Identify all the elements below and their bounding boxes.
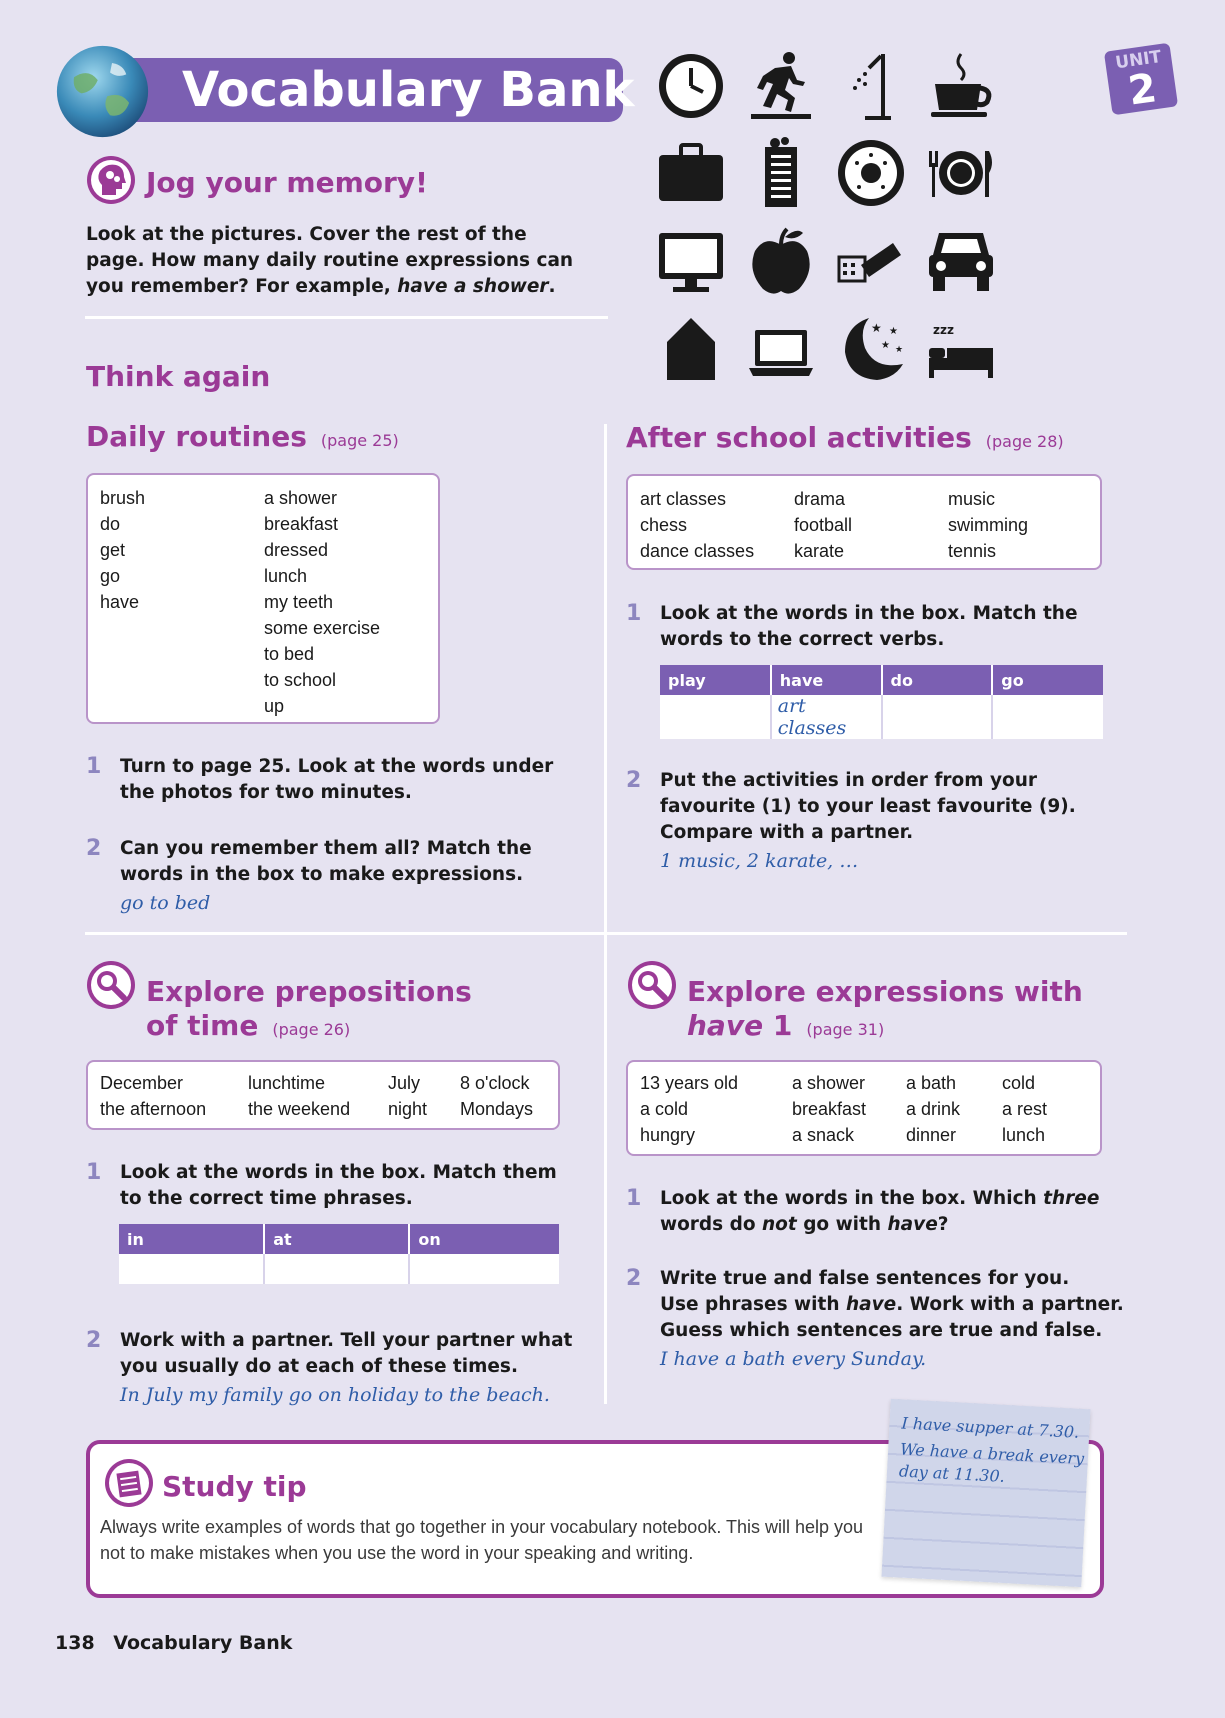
head-gears-icon xyxy=(86,155,136,205)
word: have xyxy=(100,592,140,612)
example-answer: In July my family go on holiday to the beach. xyxy=(120,1384,550,1406)
table-header: do xyxy=(882,665,993,695)
have-word-box xyxy=(626,1060,1102,1156)
word: drama xyxy=(794,489,846,509)
daily-routines-title xyxy=(86,420,399,453)
question-number: 1 xyxy=(626,601,642,626)
monitor-icon xyxy=(655,225,727,297)
note-line: We have a break every xyxy=(899,1439,1085,1469)
sleeping-icon xyxy=(925,312,997,384)
table-header: at xyxy=(264,1224,409,1254)
unit-badge xyxy=(1104,43,1178,116)
svg-text:zzz: zzz xyxy=(933,323,954,337)
word: lunchtime xyxy=(248,1073,326,1093)
question-number: 2 xyxy=(86,1328,102,1353)
notepad-icon xyxy=(104,1458,154,1508)
daily-routines-q2 xyxy=(86,836,586,914)
answer-cell[interactable] xyxy=(119,1254,264,1284)
table-header: go xyxy=(992,665,1103,695)
study-tip-title: Study tip xyxy=(162,1470,307,1503)
question-number: 1 xyxy=(86,1160,102,1185)
answer-cell[interactable] xyxy=(409,1254,559,1284)
moon-stars-icon xyxy=(835,312,907,384)
question-text: Look at the words in the box. Match the words to the correct verbs. xyxy=(660,603,1078,650)
word: December xyxy=(100,1073,184,1093)
unit-label: UNIT xyxy=(1114,47,1163,74)
question-text: Look at the words in the box. Match them to the correct time phrases. xyxy=(120,1162,557,1209)
word: the afternoon xyxy=(100,1099,207,1119)
word: football xyxy=(794,515,853,535)
word: lunch xyxy=(264,566,308,586)
word: the weekend xyxy=(248,1099,351,1119)
example-answer: 1 music, 2 karate, … xyxy=(660,850,859,872)
prepositions-word-box xyxy=(86,1060,560,1130)
jog-example-phrase: have a shower xyxy=(397,276,549,297)
table-header: on xyxy=(409,1224,559,1254)
have-expressions-title xyxy=(687,975,1083,1047)
magnifier-icon xyxy=(627,960,677,1010)
word: a bath xyxy=(906,1073,957,1093)
word: music xyxy=(948,489,996,509)
word: a drink xyxy=(906,1099,961,1119)
svg-text:★: ★ xyxy=(871,321,882,335)
question-number: 1 xyxy=(86,754,102,779)
globe-icon xyxy=(55,44,150,139)
daily-routines-heading: Daily routines xyxy=(86,420,307,453)
word: some exercise xyxy=(264,618,381,638)
page-number: 138 xyxy=(55,1632,95,1654)
magnifier-icon xyxy=(86,960,136,1010)
question-text xyxy=(660,1266,1126,1344)
prepositions-title xyxy=(146,975,472,1047)
word: dinner xyxy=(906,1125,957,1145)
text-fragment: Write true and false sentences for you. xyxy=(660,1268,1070,1289)
table-header: in xyxy=(119,1224,264,1254)
question-text: Work with a partner. Tell your partner what you usually do at each of these times. xyxy=(120,1330,573,1377)
word: karate xyxy=(794,541,845,561)
column-divider xyxy=(604,424,607,1404)
jog-instruction xyxy=(86,222,586,300)
have-q1 xyxy=(626,1186,1106,1238)
word: Mondays xyxy=(460,1099,534,1119)
footer xyxy=(55,1632,292,1654)
question-text: Can you remember them all? Match the words in the box to make expressions. xyxy=(120,838,532,885)
study-tip-text: Always write examples of words that go together in your vocabulary notebook. This will help you not to make mistakes when you use the word in your speaking and writing. xyxy=(100,1517,864,1563)
prepositions-heading-line1: Explore prepositions xyxy=(146,975,472,1008)
word: a rest xyxy=(1002,1099,1048,1119)
answer-cell[interactable] xyxy=(660,695,771,739)
footer-label: Vocabulary Bank xyxy=(113,1632,293,1654)
text-fragment: Guess which sentences are true and false. xyxy=(660,1320,1103,1341)
prepositions-table xyxy=(119,1224,559,1284)
text-fragment: have xyxy=(887,1214,938,1235)
page-ref: (page 28) xyxy=(985,432,1064,451)
briefcase-icon xyxy=(655,137,727,209)
building-icon xyxy=(745,137,817,209)
word: breakfast xyxy=(264,514,339,534)
after-school-q2 xyxy=(626,768,1106,872)
after-school-verb-table xyxy=(660,665,1103,739)
have-heading-line1: Explore expressions with xyxy=(687,975,1083,1008)
plate-cutlery-icon xyxy=(925,137,997,209)
word: lunch xyxy=(1002,1125,1046,1145)
text-fragment: Look at the words in the box. Which xyxy=(660,1188,1044,1209)
page-ref: (page 31) xyxy=(806,1020,885,1039)
question-number: 2 xyxy=(626,768,642,793)
text-fragment: ? xyxy=(937,1214,949,1235)
jog-example-suffix: . xyxy=(548,276,556,297)
text-fragment: not xyxy=(762,1214,797,1235)
daily-routines-word-box xyxy=(86,473,440,724)
text-fragment: Use phrases with xyxy=(660,1294,846,1315)
word: 13 years old xyxy=(640,1073,739,1093)
answer-cell[interactable] xyxy=(264,1254,409,1284)
divider xyxy=(85,316,608,319)
svg-text:★: ★ xyxy=(881,340,890,351)
jog-title: Jog your memory! xyxy=(146,166,428,199)
table-header: have xyxy=(771,665,882,695)
note-line: day at 11.30. xyxy=(898,1461,1006,1486)
table-header: play xyxy=(660,665,771,695)
have-heading-num: 1 xyxy=(763,1009,793,1042)
text-fragment: go with xyxy=(796,1214,888,1235)
note-line: I have supper at 7.30. xyxy=(901,1413,1080,1442)
jog-example-prefix: For example, xyxy=(255,276,398,297)
word: a cold xyxy=(640,1099,689,1119)
word: dance classes xyxy=(640,541,755,561)
word: a snack xyxy=(792,1125,855,1145)
word: brush xyxy=(100,488,146,508)
coffee-cup-icon xyxy=(925,50,997,122)
apple-icon xyxy=(745,225,817,297)
prepositions-heading-line2: of time xyxy=(146,1009,259,1042)
after-school-word-box xyxy=(626,474,1102,570)
question-text: Turn to page 25. Look at the words under the photos for two minutes. xyxy=(120,756,554,803)
donut-icon xyxy=(835,137,907,209)
unit-number: 2 xyxy=(1125,65,1160,115)
toothbrush-icon xyxy=(835,225,907,297)
after-school-title xyxy=(626,421,1064,454)
word: cold xyxy=(1002,1073,1036,1093)
page-ref: (page 26) xyxy=(272,1020,351,1039)
jog-instruction-text: Look at the pictures. Cover the rest of the page. How many daily routine expressions can you remember? xyxy=(86,224,574,297)
car-icon xyxy=(925,225,997,297)
word: a shower xyxy=(264,488,338,508)
question-text xyxy=(660,1186,1106,1238)
have-heading-word: have xyxy=(687,1009,764,1042)
question-number: 2 xyxy=(86,836,102,861)
word: a shower xyxy=(792,1073,866,1093)
svg-text:★: ★ xyxy=(889,326,898,337)
word: up xyxy=(264,696,285,716)
word: to school xyxy=(264,670,337,690)
svg-text:★: ★ xyxy=(895,345,904,355)
prepositions-q1 xyxy=(86,1160,566,1212)
word: tennis xyxy=(948,541,997,561)
answer-cell[interactable]: art classes xyxy=(771,695,882,739)
word: breakfast xyxy=(792,1099,867,1119)
word: swimming xyxy=(948,515,1029,535)
prepositions-q2 xyxy=(86,1328,596,1406)
word: July xyxy=(388,1073,421,1093)
word: get xyxy=(100,540,126,560)
after-school-heading: After school activities xyxy=(626,421,972,454)
have-q2 xyxy=(626,1266,1126,1370)
after-school-q1 xyxy=(626,601,1106,653)
example-answer: go to bed xyxy=(120,892,211,914)
word: my teeth xyxy=(264,592,334,612)
sticky-note xyxy=(881,1399,1090,1587)
question-number: 1 xyxy=(626,1186,642,1211)
daily-routines-q1 xyxy=(86,754,566,806)
example-answer: I have a bath every Sunday. xyxy=(660,1348,927,1370)
section-divider xyxy=(85,932,1127,935)
answer-cell[interactable] xyxy=(882,695,993,739)
house-icon xyxy=(655,312,727,384)
word: chess xyxy=(640,515,688,535)
page-title: Vocabulary Bank xyxy=(182,62,635,118)
page-ref: (page 25) xyxy=(320,431,399,450)
shower-icon xyxy=(835,50,907,122)
word: do xyxy=(100,514,121,534)
text-fragment: have xyxy=(845,1294,897,1315)
question-number: 2 xyxy=(626,1266,642,1291)
text-fragment: . Work with a partner. xyxy=(896,1294,1124,1315)
text-fragment: three xyxy=(1043,1188,1100,1209)
word: to bed xyxy=(264,644,315,664)
word: night xyxy=(388,1099,428,1119)
think-again-title: Think again xyxy=(86,360,271,393)
running-icon xyxy=(745,50,817,122)
laptop-icon xyxy=(745,312,817,384)
word: 8 o'clock xyxy=(460,1073,530,1093)
word: hungry xyxy=(640,1125,696,1145)
text-fragment: words do xyxy=(660,1214,763,1235)
word: art classes xyxy=(640,489,727,509)
question-text: Put the activities in order from your favourite (1) to your least favourite (9). Compare with a partner. xyxy=(660,770,1076,843)
word: go xyxy=(100,566,121,586)
word: dressed xyxy=(264,540,329,560)
clock-icon xyxy=(655,50,727,122)
answer-cell[interactable] xyxy=(992,695,1103,739)
